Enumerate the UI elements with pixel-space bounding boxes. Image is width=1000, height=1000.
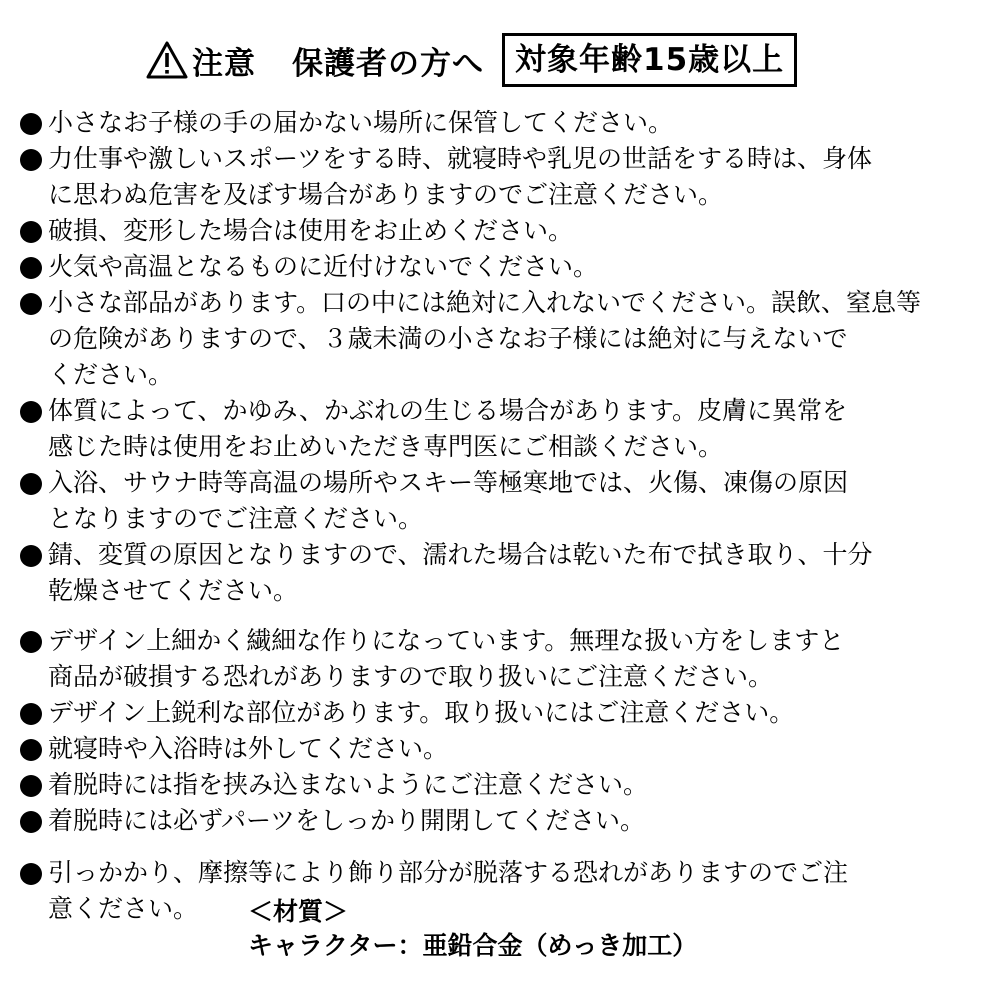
item-line: ください。 — [48, 360, 174, 389]
list-item — [18, 393, 980, 465]
list-item — [18, 623, 980, 695]
list-item — [18, 465, 980, 537]
item-line: 体質によって、かゆみ、かぶれの生じる場合があります。皮膚に異常を — [48, 396, 848, 425]
list-item — [18, 537, 980, 609]
item-line: 小さな部品があります。口の中には絶対に入れないでください。誤飲、窒息等 — [48, 288, 922, 317]
item-line: 火気や高温となるものに近付けないでください。 — [48, 252, 599, 281]
item-line: 小さなお子様の手の届かない場所に保管してください。 — [48, 108, 674, 137]
bullet-icon — [20, 221, 42, 243]
list-item — [18, 141, 980, 213]
bullet-icon — [20, 739, 42, 761]
item-line: の危険がありますので、３歳未満の小さなお子様には絶対に与えないで — [48, 324, 848, 353]
list-item — [18, 803, 980, 839]
item-line: 錆、変質の原因となりますので、濡れた場合は乾いた布で拭き取り、十分 — [48, 540, 873, 569]
item-line: 引っかかり、摩擦等により飾り部分が脱落する恐れがありますのでご注 — [48, 858, 849, 887]
list-item — [18, 731, 980, 767]
list-item — [18, 767, 980, 803]
item-line: 破損、変形した場合は使用をお止めください。 — [48, 216, 574, 245]
age-notice-box: 対象年齢15歳以上 — [502, 33, 797, 87]
item-line: デザイン上細かく繊細な作りになっています。無理な扱い方をしますと — [48, 626, 845, 655]
caution-list — [18, 105, 980, 927]
material-heading: ＜材質＞ — [248, 897, 349, 926]
list-item — [18, 285, 980, 393]
item-line: 感じた時は使用をお止めいただき専門医にご相談ください。 — [48, 432, 724, 461]
material-detail: キャラクター：亜鉛合金（めっき加工） — [248, 931, 698, 960]
item-line: 入浴、サウナ時等高温の場所やスキー等極寒地では、火傷、凍傷の原因 — [48, 468, 849, 497]
bullet-icon — [20, 257, 42, 279]
item-line: 商品が破損する恐れがありますので取り扱いにご注意ください。 — [48, 662, 774, 691]
item-line: 乾燥させてください。 — [48, 576, 299, 605]
header — [146, 32, 797, 88]
list-item — [18, 105, 980, 141]
list-item — [18, 249, 980, 285]
warning-triangle-icon — [146, 40, 188, 80]
bullet-icon — [20, 811, 42, 833]
item-line: 着脱時には必ずパーツをしっかり開閉してください。 — [48, 806, 646, 835]
bullet-icon — [20, 401, 42, 423]
page-title: 注意 — [192, 45, 256, 82]
bullet-icon — [20, 703, 42, 725]
item-line: 意ください。 — [48, 894, 199, 923]
list-item — [18, 213, 980, 249]
bullet-icon — [20, 473, 42, 495]
bullet-icon — [20, 149, 42, 171]
item-line: 着脱時には指を挟み込まないようにご注意ください。 — [48, 770, 649, 799]
bullet-icon — [20, 293, 42, 315]
item-line: に思わぬ危害を及ぼす場合がありますのでご注意ください。 — [48, 180, 724, 209]
item-line: 就寝時や入浴時は外してください。 — [48, 734, 449, 763]
material-section — [248, 895, 697, 963]
item-line: となりますのでご注意ください。 — [48, 504, 424, 533]
bullet-icon — [20, 545, 42, 567]
bullet-icon — [20, 631, 42, 653]
item-line: デザイン上鋭利な部位があります。取り扱いにはご注意ください。 — [48, 698, 795, 727]
bullet-icon — [20, 113, 42, 135]
page-subtitle: 保護者の方へ — [292, 45, 484, 82]
item-line: 力仕事や激しいスポーツをする時、就寝時や乳児の世話をする時は、身体 — [48, 144, 873, 173]
bullet-icon — [20, 863, 42, 885]
bullet-icon — [20, 775, 42, 797]
list-item — [18, 695, 980, 731]
